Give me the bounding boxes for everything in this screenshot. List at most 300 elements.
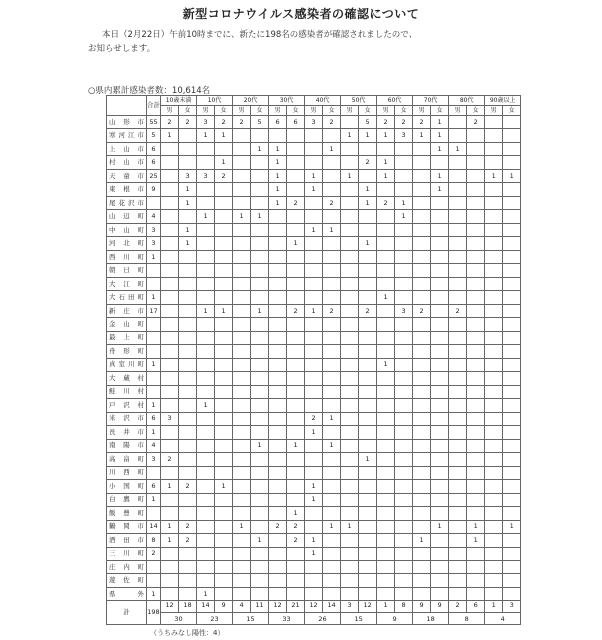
summary-sex-total: 12 (161, 601, 179, 613)
case-count-cell: 2 (377, 116, 395, 129)
case-count-cell (341, 560, 359, 573)
case-count-cell (251, 587, 269, 600)
case-count-cell (179, 466, 197, 479)
case-count-cell (161, 547, 179, 560)
case-count-cell (485, 250, 503, 263)
case-count-cell (197, 480, 215, 493)
case-count-cell (395, 453, 413, 466)
municipality-name: 遊佐町 (107, 574, 147, 587)
case-count-cell: 1 (323, 223, 341, 236)
case-count-cell: 2 (287, 196, 305, 209)
case-count-cell (287, 277, 305, 290)
summary-age-total: 4 (485, 613, 521, 625)
case-count-cell (341, 223, 359, 236)
age-group-header: 50代 (341, 96, 377, 106)
case-count-cell: 1 (323, 412, 341, 425)
case-count-cell (161, 250, 179, 263)
case-count-cell (251, 358, 269, 371)
case-count-cell (377, 223, 395, 236)
case-count-cell (341, 547, 359, 560)
case-count-cell (449, 250, 467, 263)
case-count-cell (269, 453, 287, 466)
case-count-cell (395, 507, 413, 520)
case-count-cell: 2 (323, 196, 341, 209)
case-count-cell (449, 520, 467, 533)
case-count-cell (377, 426, 395, 439)
case-count-cell (413, 574, 431, 587)
case-count-cell (179, 412, 197, 425)
case-count-cell (323, 331, 341, 344)
case-count-cell (251, 507, 269, 520)
case-count-cell (413, 587, 431, 600)
case-count-cell: 1 (179, 196, 197, 209)
case-count-cell (413, 277, 431, 290)
case-count-cell: 3 (395, 304, 413, 317)
case-count-cell (323, 534, 341, 547)
case-count-cell (287, 385, 305, 398)
case-count-cell: 1 (197, 399, 215, 412)
case-count-cell (395, 426, 413, 439)
case-count-cell (449, 196, 467, 209)
row-total: 6 (147, 156, 161, 169)
case-count-cell: 2 (179, 520, 197, 533)
case-count-cell (431, 264, 449, 277)
row-total: 1 (147, 399, 161, 412)
case-count-cell (395, 156, 413, 169)
municipality-name: 戸沢村 (107, 399, 147, 412)
case-count-cell (287, 426, 305, 439)
table-row (107, 129, 521, 142)
case-count-cell (485, 385, 503, 398)
case-count-cell (431, 587, 449, 600)
case-count-cell (215, 466, 233, 479)
summary-sex-total: 4 (233, 601, 251, 613)
municipality-name: 三川町 (107, 547, 147, 560)
case-count-cell: 2 (323, 116, 341, 129)
sex-header-female: 女 (251, 106, 269, 116)
case-count-cell (197, 507, 215, 520)
case-count-cell (287, 210, 305, 223)
case-count-cell: 2 (377, 196, 395, 209)
case-count-cell (467, 264, 485, 277)
case-count-cell (377, 277, 395, 290)
summary-row (107, 601, 521, 613)
table-row (107, 385, 521, 398)
case-count-cell: 3 (197, 169, 215, 182)
case-count-cell: 1 (413, 129, 431, 142)
case-count-cell: 1 (323, 439, 341, 452)
case-count-cell: 1 (269, 183, 287, 196)
case-count-cell (467, 547, 485, 560)
case-count-cell (395, 358, 413, 371)
case-count-cell (197, 196, 215, 209)
row-total (147, 574, 161, 587)
case-count-cell (449, 129, 467, 142)
case-count-cell (359, 318, 377, 331)
case-count-cell (467, 183, 485, 196)
case-count-cell (467, 277, 485, 290)
case-count-cell (341, 385, 359, 398)
case-count-cell (215, 534, 233, 547)
case-count-cell (449, 331, 467, 344)
case-count-cell (215, 264, 233, 277)
summary-sex-total: 9 (215, 601, 233, 613)
case-count-cell (287, 560, 305, 573)
case-count-cell: 1 (359, 453, 377, 466)
case-count-cell (179, 345, 197, 358)
case-count-cell (449, 345, 467, 358)
case-count-cell (431, 223, 449, 236)
case-count-cell (377, 331, 395, 344)
case-count-cell: 1 (377, 291, 395, 304)
case-count-cell: 1 (431, 183, 449, 196)
case-count-cell (287, 493, 305, 506)
case-count-cell (305, 196, 323, 209)
case-count-cell (215, 439, 233, 452)
sex-header-male: 男 (305, 106, 323, 116)
row-total: 1 (147, 250, 161, 263)
case-count-cell (377, 493, 395, 506)
case-count-cell (449, 399, 467, 412)
case-count-cell (431, 507, 449, 520)
case-count-cell (179, 426, 197, 439)
case-count-cell: 5 (359, 116, 377, 129)
municipality-name: 鶴岡市 (107, 520, 147, 533)
age-group-header: 20代 (233, 96, 269, 106)
case-count-cell (197, 574, 215, 587)
case-count-cell (161, 399, 179, 412)
case-count-cell (359, 412, 377, 425)
case-count-cell (413, 210, 431, 223)
summary-sex-total: 1 (377, 601, 395, 613)
case-count-cell (395, 560, 413, 573)
case-count-cell: 1 (251, 142, 269, 155)
case-count-cell (359, 574, 377, 587)
case-count-cell (251, 547, 269, 560)
case-count-cell (503, 399, 521, 412)
case-count-cell (269, 210, 287, 223)
case-count-cell (503, 210, 521, 223)
case-count-cell: 1 (215, 129, 233, 142)
case-count-cell (161, 169, 179, 182)
case-count-cell (395, 183, 413, 196)
case-count-cell (377, 399, 395, 412)
case-count-cell (161, 210, 179, 223)
case-count-cell (251, 169, 269, 182)
case-count-cell (251, 345, 269, 358)
case-count-cell (215, 520, 233, 533)
municipality-name: 山形市 (107, 116, 147, 129)
case-count-cell (215, 331, 233, 344)
case-count-cell (197, 250, 215, 263)
case-count-cell (503, 318, 521, 331)
case-count-cell (395, 264, 413, 277)
case-count-cell (359, 142, 377, 155)
case-count-cell (503, 331, 521, 344)
case-count-cell (323, 480, 341, 493)
case-count-cell (467, 385, 485, 398)
case-count-cell (323, 291, 341, 304)
case-count-cell (233, 291, 251, 304)
case-count-cell (449, 574, 467, 587)
table-row (107, 399, 521, 412)
case-count-cell (269, 480, 287, 493)
age-group-header: 60代 (377, 96, 413, 106)
summary-age-total: 23 (197, 613, 233, 625)
case-count-cell: 3 (395, 129, 413, 142)
case-count-cell (341, 453, 359, 466)
case-count-cell (503, 277, 521, 290)
case-count-cell (287, 142, 305, 155)
case-count-cell: 1 (215, 480, 233, 493)
case-count-cell (503, 156, 521, 169)
case-count-cell (485, 318, 503, 331)
case-count-cell: 1 (197, 587, 215, 600)
row-total: 1 (147, 291, 161, 304)
case-count-cell (269, 250, 287, 263)
case-count-cell (161, 507, 179, 520)
case-count-cell (323, 264, 341, 277)
case-count-cell (449, 264, 467, 277)
sex-header-male: 男 (341, 106, 359, 116)
case-count-cell (503, 560, 521, 573)
table-row (107, 493, 521, 506)
case-count-cell (323, 183, 341, 196)
case-count-cell (215, 507, 233, 520)
case-count-cell (323, 587, 341, 600)
case-count-cell (197, 291, 215, 304)
case-count-cell (467, 480, 485, 493)
case-count-cell (413, 385, 431, 398)
case-count-cell (251, 412, 269, 425)
case-count-cell (467, 331, 485, 344)
sex-header-female: 女 (179, 106, 197, 116)
case-count-cell (359, 507, 377, 520)
case-count-cell (215, 426, 233, 439)
case-count-cell (197, 426, 215, 439)
case-count-cell (467, 439, 485, 452)
case-count-cell (341, 196, 359, 209)
case-count-cell (323, 574, 341, 587)
table-row (107, 412, 521, 425)
case-count-cell (485, 493, 503, 506)
case-count-cell (395, 169, 413, 182)
case-count-cell (395, 237, 413, 250)
case-count-cell (467, 250, 485, 263)
case-count-cell: 1 (305, 304, 323, 317)
case-count-cell (269, 574, 287, 587)
municipality-name: 川西町 (107, 466, 147, 479)
summary-sex-total: 12 (269, 601, 287, 613)
case-count-cell (413, 412, 431, 425)
case-count-cell: 1 (359, 129, 377, 142)
case-count-cell (485, 223, 503, 236)
case-count-cell (449, 493, 467, 506)
summary-sex-total: 9 (431, 601, 449, 613)
case-count-cell (467, 507, 485, 520)
case-count-cell (503, 574, 521, 587)
case-count-cell: 1 (269, 156, 287, 169)
case-count-cell (251, 560, 269, 573)
case-count-cell (485, 264, 503, 277)
case-count-cell: 3 (179, 169, 197, 182)
table-row (107, 574, 521, 587)
case-count-cell (215, 237, 233, 250)
case-count-cell (233, 169, 251, 182)
case-count-cell: 1 (305, 534, 323, 547)
case-count-cell (485, 547, 503, 560)
case-count-cell: 2 (467, 116, 485, 129)
table-row (107, 453, 521, 466)
case-count-cell (413, 183, 431, 196)
summary-sex-total: 14 (197, 601, 215, 613)
case-count-cell (287, 358, 305, 371)
case-count-cell (467, 169, 485, 182)
case-count-cell (377, 547, 395, 560)
case-count-cell (215, 560, 233, 573)
municipality-name: 中山町 (107, 223, 147, 236)
case-count-cell (359, 169, 377, 182)
case-count-cell (197, 493, 215, 506)
case-count-cell (269, 318, 287, 331)
municipality-name: 新庄市 (107, 304, 147, 317)
case-count-cell (341, 372, 359, 385)
table-row (107, 345, 521, 358)
case-count-cell (449, 426, 467, 439)
case-count-cell (233, 318, 251, 331)
case-count-cell (269, 291, 287, 304)
case-count-cell (161, 318, 179, 331)
case-count-cell (215, 372, 233, 385)
case-count-cell (305, 358, 323, 371)
case-count-cell (377, 574, 395, 587)
case-count-cell (359, 358, 377, 371)
case-count-cell (287, 372, 305, 385)
municipality-name: 県外 (107, 587, 147, 600)
summary-sex-total: 14 (323, 601, 341, 613)
case-count-cell (197, 534, 215, 547)
case-count-cell (431, 412, 449, 425)
case-count-cell (467, 237, 485, 250)
case-count-cell (215, 587, 233, 600)
municipality-name: 鮭川村 (107, 385, 147, 398)
case-count-cell (215, 223, 233, 236)
case-count-cell (431, 385, 449, 398)
case-count-cell: 1 (161, 520, 179, 533)
case-count-cell (179, 277, 197, 290)
case-count-cell (233, 507, 251, 520)
case-count-cell (359, 399, 377, 412)
case-count-cell (269, 345, 287, 358)
case-count-cell (305, 439, 323, 452)
sex-header-male: 男 (269, 106, 287, 116)
case-count-cell (305, 156, 323, 169)
case-count-cell (251, 453, 269, 466)
case-count-cell (251, 480, 269, 493)
case-count-cell (341, 439, 359, 452)
case-count-cell (359, 210, 377, 223)
case-count-cell: 1 (431, 169, 449, 182)
case-count-cell (503, 480, 521, 493)
table-row (107, 534, 521, 547)
case-count-cell (449, 547, 467, 560)
case-count-cell (377, 466, 395, 479)
case-count-cell: 1 (305, 426, 323, 439)
case-count-cell (251, 196, 269, 209)
case-count-cell (305, 466, 323, 479)
case-count-cell (197, 331, 215, 344)
case-count-cell: 1 (485, 169, 503, 182)
case-count-cell (287, 466, 305, 479)
case-count-cell (467, 210, 485, 223)
case-count-cell (431, 331, 449, 344)
row-total (147, 372, 161, 385)
case-count-cell (359, 439, 377, 452)
case-count-cell: 1 (269, 142, 287, 155)
municipality-name: 村山市 (107, 156, 147, 169)
case-count-cell (377, 142, 395, 155)
case-count-cell (431, 560, 449, 573)
case-count-cell (449, 116, 467, 129)
case-count-cell (269, 304, 287, 317)
case-count-cell (215, 318, 233, 331)
case-count-cell: 1 (197, 304, 215, 317)
case-count-cell: 1 (359, 196, 377, 209)
case-count-cell (395, 574, 413, 587)
case-count-cell (305, 453, 323, 466)
case-count-cell (161, 331, 179, 344)
case-count-cell (215, 574, 233, 587)
summary-age-total: 18 (413, 613, 449, 625)
case-count-cell (395, 547, 413, 560)
table-row (107, 223, 521, 236)
case-count-cell (323, 358, 341, 371)
case-count-cell (431, 399, 449, 412)
case-count-cell (431, 466, 449, 479)
table-row (107, 169, 521, 182)
case-count-cell (179, 453, 197, 466)
row-total: 6 (147, 480, 161, 493)
case-count-cell (233, 385, 251, 398)
case-count-cell (269, 560, 287, 573)
case-count-cell (161, 277, 179, 290)
case-count-cell (233, 196, 251, 209)
case-count-cell (161, 223, 179, 236)
case-count-cell: 1 (467, 534, 485, 547)
case-count-cell (179, 304, 197, 317)
sex-header-female: 女 (431, 106, 449, 116)
case-count-cell (269, 412, 287, 425)
age-group-header: 90歳以上 (485, 96, 521, 106)
case-count-cell (197, 142, 215, 155)
case-count-cell (215, 210, 233, 223)
case-count-cell (215, 291, 233, 304)
case-count-cell (269, 426, 287, 439)
case-count-cell (269, 385, 287, 398)
case-count-cell (431, 453, 449, 466)
case-count-cell (269, 331, 287, 344)
sex-header-female: 女 (287, 106, 305, 116)
case-count-cell (503, 412, 521, 425)
case-count-cell (431, 291, 449, 304)
case-count-cell: 2 (323, 304, 341, 317)
case-count-cell (251, 237, 269, 250)
case-count-cell (449, 277, 467, 290)
case-count-cell (161, 439, 179, 452)
case-count-cell (431, 547, 449, 560)
case-count-cell (179, 587, 197, 600)
case-count-cell (431, 277, 449, 290)
